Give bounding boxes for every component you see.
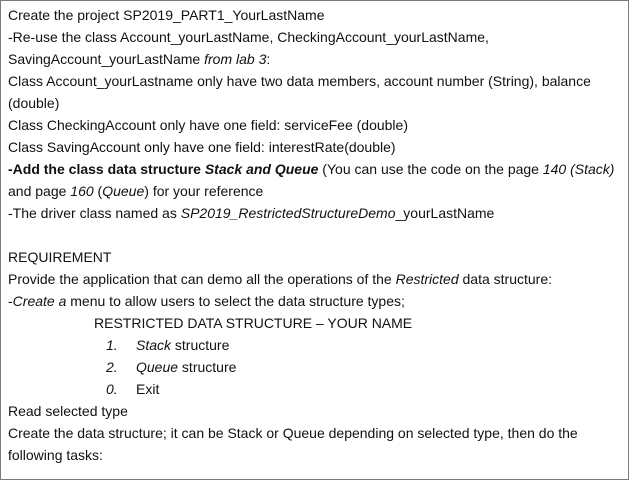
blank-line	[8, 224, 620, 246]
text-add-structure: -Add the class data structure	[8, 161, 205, 177]
text-create-structure: Create the data structure; it can be Stack or Queue depending on selected type, then do the	[8, 425, 578, 441]
menu-item-exit	[8, 378, 620, 400]
menu-item-suffix: structure	[178, 359, 237, 375]
menu-item-number: 0.	[106, 381, 118, 397]
text-colon: :	[266, 51, 271, 67]
menu-item-exit-label: Exit	[136, 381, 160, 397]
document-body	[8, 4, 620, 466]
text-saving-field: Class SavingAccount only have one field: interestRate(double)	[8, 139, 396, 155]
menu-title	[8, 312, 620, 334]
text-from-lab: from lab 3	[204, 51, 267, 67]
text-stack-and-queue: Stack and Queue	[204, 161, 319, 177]
text-queue: Queue	[102, 183, 145, 199]
menu-item-number: 2.	[106, 359, 118, 375]
menu-item-number: 1.	[106, 337, 118, 353]
text-driver-class: -The driver class named as	[8, 205, 181, 221]
text-reference: ) for your reference	[144, 183, 264, 199]
text-read-type: Read selected type	[8, 403, 128, 419]
line-add-structure	[8, 158, 620, 180]
line-read-type	[8, 400, 620, 422]
menu-title-text: RESTRICTED DATA STRUCTURE – YOUR NAME	[94, 315, 413, 331]
line-saving-account	[8, 48, 620, 70]
line-provide-app	[8, 268, 620, 290]
text-saving-account: SavingAccount_yourLastName	[8, 51, 205, 67]
menu-item-stack	[8, 334, 620, 356]
requirement-heading: REQUIREMENT	[8, 249, 112, 265]
line-page-queue	[8, 180, 620, 202]
line-saving-field	[8, 136, 620, 158]
text-following-tasks: following tasks:	[8, 447, 103, 463]
text-last-name: _yourLastName	[395, 205, 495, 221]
text-provide-app: Provide the application that can demo all the operations of the	[8, 271, 396, 287]
line-driver-class	[8, 202, 620, 224]
text-page-number: 160	[70, 183, 94, 199]
line-create-menu	[8, 290, 620, 312]
line-double	[8, 92, 620, 114]
text-restricted: Restricted	[395, 271, 459, 287]
text-menu-desc: menu to allow users to select the data structure types;	[66, 293, 405, 309]
text-checking-field: Class CheckingAccount only have one field: serviceFee (double)	[8, 117, 408, 133]
text-create-a: Create a	[12, 293, 67, 309]
line-account-members	[8, 70, 620, 92]
menu-item-stack-label: Stack	[136, 337, 172, 353]
text-data-structure: data structure:	[458, 271, 553, 287]
line-reuse-classes	[8, 26, 620, 48]
text-open-paren: (	[93, 183, 103, 199]
line-following-tasks	[8, 444, 620, 466]
line-create-project	[8, 4, 620, 26]
line-create-structure	[8, 422, 620, 444]
line-requirement	[8, 246, 620, 268]
menu-item-suffix: structure	[171, 337, 230, 353]
text-use-code: (You can use the code on the page	[318, 161, 543, 177]
text-demo-name: SP2019_RestrictedStructureDemo	[180, 205, 396, 221]
text-double: (double)	[8, 95, 60, 111]
line-checking-field	[8, 114, 620, 136]
text-reuse-classes: -Re-use the class Account_yourLastName, CheckingAccount_yourLastName,	[8, 29, 489, 45]
menu-item-queue-label: Queue	[136, 359, 179, 375]
text-dash: -	[8, 293, 13, 309]
text-create-project: Create the project SP2019_PART1_YourLastName	[8, 7, 325, 23]
text-account-members: Class Account_yourLastname only have two data members, account number (String), balance	[8, 73, 591, 89]
text-page-stack: 140 (Stack)	[542, 161, 615, 177]
menu-item-queue	[8, 356, 620, 378]
text-and-page: and page	[8, 183, 71, 199]
